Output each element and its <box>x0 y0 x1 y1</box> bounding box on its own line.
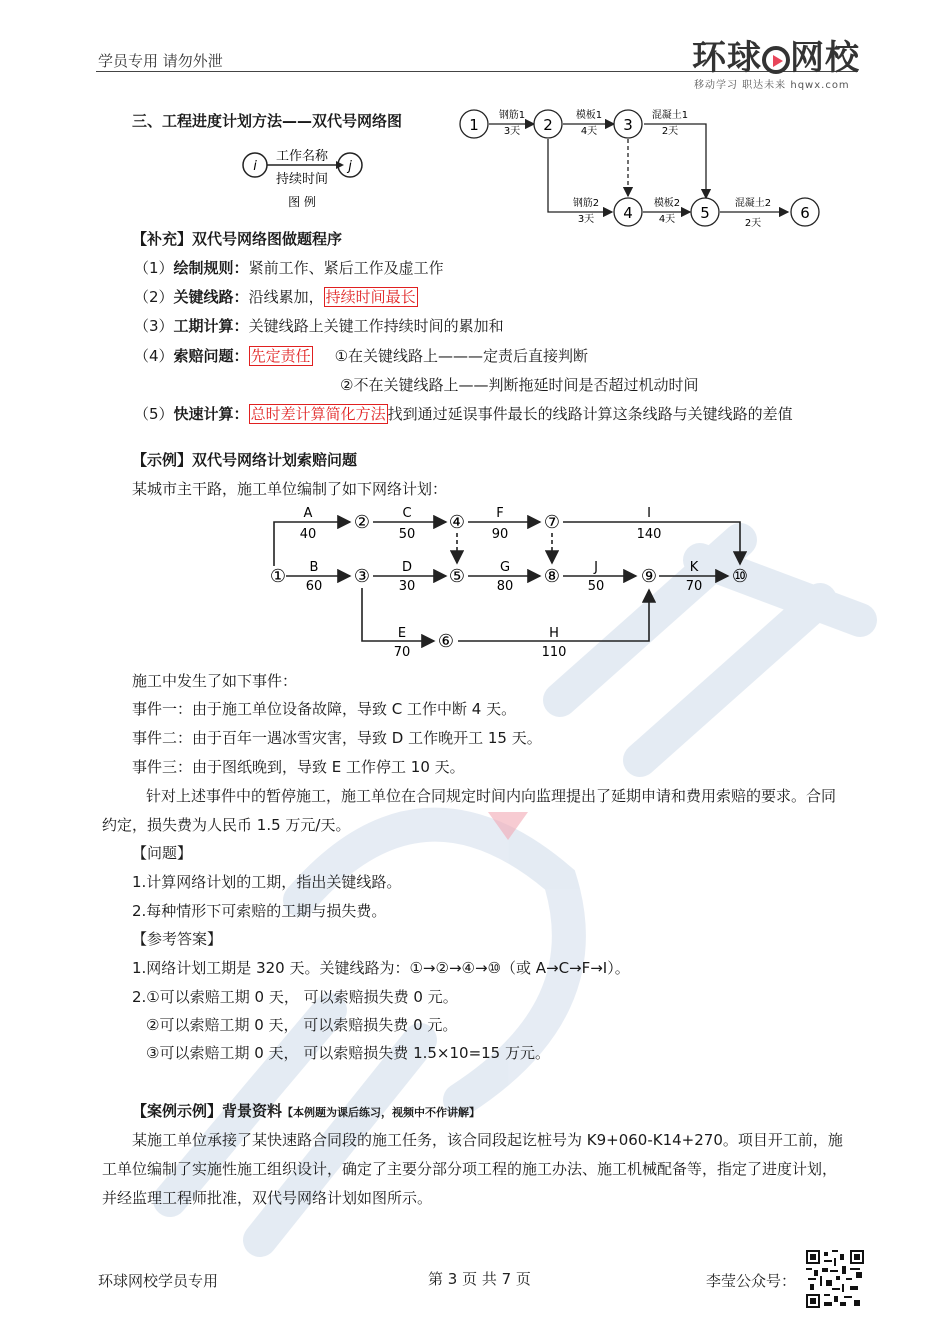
answer-2: 2.①可以索赔工期 0 天， 可以索赔损失费 0 元。 <box>132 988 458 1006</box>
highlight-box: 总时差计算简化方法 <box>250 405 386 423</box>
svg-text:钢筋2: 钢筋2 <box>572 198 600 209</box>
svg-text:D: D <box>401 560 413 575</box>
svg-text:⑩: ⑩ <box>731 566 749 587</box>
svg-text:⑥: ⑥ <box>437 631 455 652</box>
svg-text:①: ① <box>269 566 287 587</box>
svg-text:2天: 2天 <box>661 126 679 137</box>
svg-text:模板2: 模板2 <box>653 198 681 209</box>
event-3: 事件三：由于图纸晚到，导致 E 工作停工 10 天。 <box>132 758 465 776</box>
svg-text:⑦: ⑦ <box>543 512 561 533</box>
qr-code-icon <box>806 1250 864 1308</box>
svg-text:J: J <box>594 560 598 575</box>
svg-text:G: G <box>499 560 511 575</box>
svg-text:3: 3 <box>623 116 633 134</box>
logo: 环球 网校 <box>692 38 860 78</box>
svg-text:90: 90 <box>491 527 509 542</box>
footer-right: 李莹公众号： <box>706 1272 797 1290</box>
legend-diagram <box>236 142 366 212</box>
svg-text:2天: 2天 <box>744 218 762 229</box>
svg-text:混凝土2: 混凝土2 <box>734 198 772 209</box>
supplement-item-2: （2）关键线路：沿线累加， 持续时间最长 <box>134 288 416 306</box>
events-intro: 施工中发生了如下事件： <box>132 672 298 690</box>
section-title: 三、工程进度计划方法——双代号网络图 <box>132 112 403 130</box>
svg-text:F: F <box>496 506 504 521</box>
svg-text:1: 1 <box>469 116 479 134</box>
example-intro: 某城市主干路，施工单位编制了如下网络计划： <box>132 480 448 498</box>
svg-text:B: B <box>309 560 319 575</box>
svg-text:图 例: 图 例 <box>288 195 316 209</box>
answer-4: ③可以索赔工期 0 天， 可以索赔损失费 1.5×10=15 万元。 <box>146 1044 550 1062</box>
svg-text:⑧: ⑧ <box>543 566 561 587</box>
question-1: 1.计算网络计划的工期，指出关键线路。 <box>132 873 402 891</box>
svg-text:j: j <box>348 159 352 174</box>
svg-text:60: 60 <box>305 579 323 594</box>
example-network-small <box>456 102 826 232</box>
supplement-item-4: （4）索赔问题： 先定责任 ①在关键线路上———定责后直接判断 <box>134 347 589 365</box>
header-label: 学员专用 请勿外泄 <box>98 52 223 70</box>
svg-text:140: 140 <box>636 527 662 542</box>
paragraph-line-2: 约定，损失费为人民币 1.5 万元/天。 <box>102 816 351 834</box>
svg-text:80: 80 <box>496 579 514 594</box>
event-1: 事件一：由于施工单位设备故障，导致 C 工作中断 4 天。 <box>132 700 517 718</box>
svg-text:H: H <box>549 626 559 641</box>
svg-text:i: i <box>253 159 257 174</box>
svg-text:K: K <box>689 560 699 575</box>
svg-text:6: 6 <box>800 204 810 222</box>
svg-text:④: ④ <box>448 512 466 533</box>
svg-text:钢筋1: 钢筋1 <box>498 110 526 121</box>
footer-left: 环球网校学员专用 <box>98 1272 219 1290</box>
svg-text:110: 110 <box>541 645 567 660</box>
case-line-2: 工单位编制了实施性施工组织设计，确定了主要分部分项工程的施工办法、施工机械配备等，指定了进度计划， <box>102 1160 838 1178</box>
svg-text:工作名称: 工作名称 <box>275 149 329 164</box>
svg-text:E: E <box>397 626 407 641</box>
question-2: 2.每种情形下可索赔的工期与损失费。 <box>132 902 387 920</box>
case-line-1: 某施工单位承接了某快速路合同段的施工任务，该合同段起讫桩号为 K9+060-K14+270。项目开工前，施 <box>132 1131 843 1149</box>
svg-text:模板1: 模板1 <box>575 110 603 121</box>
supplement-item-4b: ②不在关键线路上——判断拖延时间是否超过机动时间 <box>340 376 699 394</box>
svg-text:⑨: ⑨ <box>640 566 658 587</box>
svg-text:C: C <box>402 506 412 521</box>
svg-text:③: ③ <box>353 566 371 587</box>
answer-title: 【参考答案】 <box>132 930 223 948</box>
svg-text:持续时间: 持续时间 <box>275 172 329 187</box>
svg-text:5: 5 <box>700 204 710 222</box>
svg-text:4: 4 <box>623 204 633 222</box>
page-number: 第 3 页 共 7 页 <box>428 1270 531 1288</box>
svg-text:②: ② <box>353 512 371 533</box>
svg-text:4天: 4天 <box>658 214 676 225</box>
case-title: 【案例示例】背景资料【本例题为课后练习，视频中不作讲解】 <box>132 1102 481 1120</box>
answer-1: 1.网络计划工期是 320 天。关键线路为：①→②→④→⑩（或 A→C→F→I）。 <box>132 959 630 977</box>
supplement-item-3: （3）工期计算：关键线路上关键工作持续时间的累加和 <box>134 317 504 335</box>
svg-text:30: 30 <box>398 579 416 594</box>
event-2: 事件二：由于百年一遇冰雪灾害，导致 D 工作晚开工 15 天。 <box>132 729 542 747</box>
example-network <box>262 504 762 664</box>
highlight-box: 持续时间最长 <box>325 288 416 306</box>
question-title: 【问题】 <box>132 844 193 862</box>
paragraph-line-1: 针对上述事件中的暂停施工，施工单位在合同规定时间内向监理提出了延期申请和费用索赔的要求。合同 <box>146 787 837 805</box>
supplement-item-1: （1）绘制规则：紧前工作、紧后工作及虚工作 <box>134 259 444 277</box>
svg-text:I: I <box>647 506 651 521</box>
svg-text:50: 50 <box>398 527 416 542</box>
svg-text:4天: 4天 <box>580 126 598 137</box>
svg-text:混凝土1: 混凝土1 <box>651 110 689 121</box>
case-line-3: 并经监理工程师批准，双代号网络计划如图所示。 <box>102 1189 433 1207</box>
svg-text:40: 40 <box>299 527 317 542</box>
svg-text:⑤: ⑤ <box>448 566 466 587</box>
logo-tagline: 移动学习 职达未来 hqwx.com <box>694 80 850 91</box>
svg-text:2: 2 <box>543 116 553 134</box>
supplement-item-5: （5）快速计算： 总时差计算简化方法 找到通过延误事件最长的线路计算这条线路与关键线路的差值 <box>134 405 793 423</box>
svg-text:70: 70 <box>685 579 703 594</box>
svg-text:A: A <box>303 506 313 521</box>
svg-text:50: 50 <box>587 579 605 594</box>
supplement-title: 【补充】双代号网络图做题程序 <box>132 230 343 248</box>
example-title: 【示例】双代号网络计划索赔问题 <box>132 451 358 469</box>
svg-text:3天: 3天 <box>503 126 521 137</box>
highlight-box: 先定责任 <box>250 347 311 365</box>
answer-3: ②可以索赔工期 0 天， 可以索赔损失费 0 元。 <box>146 1016 458 1034</box>
svg-text:3天: 3天 <box>577 214 595 225</box>
logo-play-icon <box>762 46 790 74</box>
svg-text:70: 70 <box>393 645 411 660</box>
